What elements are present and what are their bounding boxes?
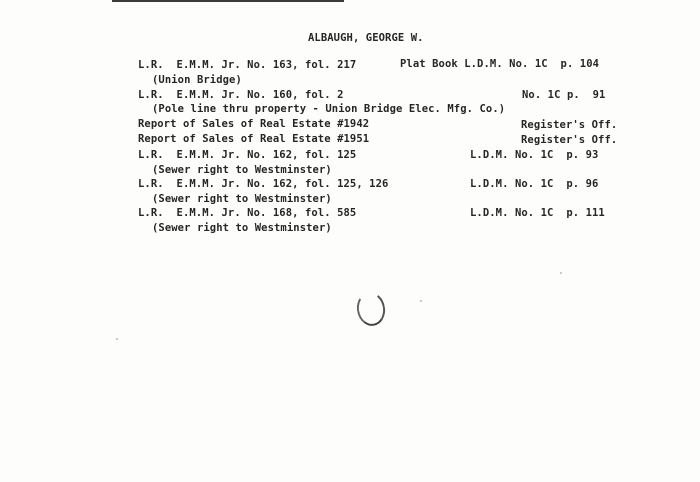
entry-line-1: L.R. E.M.M. Jr. No. 163, fol. 217 [138,59,357,71]
punch-hole-mark [354,290,387,328]
top-edge-rule [112,0,344,2]
card-title: ALBAUGH, GEORGE W. [308,32,424,44]
entry-line-5: L.R. E.M.M. Jr. No. 168, fol. 585 [138,207,357,219]
entry-note-5: (Sewer right to Westminster) [152,222,332,234]
entry-note-3: (Sewer right to Westminster) [152,164,332,176]
paper-speck [560,272,562,274]
entry-line-4-ref: L.D.M. No. 1C p. 96 [470,178,599,190]
report-line-1-ref: Register's Off. [521,119,618,131]
entry-line-1-plat-ref: Plat Book L.D.M. No. 1C p. 104 [400,58,600,70]
entry-line-3: L.R. E.M.M. Jr. No. 162, fol. 125 [138,149,357,161]
entry-line-4: L.R. E.M.M. Jr. No. 162, fol. 125, 126 [138,178,389,190]
report-line-2: Report of Sales of Real Estate #1951 [138,133,370,145]
report-line-1: Report of Sales of Real Estate #1942 [138,118,370,130]
entry-line-3-ref: L.D.M. No. 1C p. 93 [470,149,599,161]
entry-note-1: (Union Bridge) [152,74,242,86]
entry-line-2-ref: No. 1C p. 91 [522,89,606,101]
paper-speck [116,338,118,340]
report-line-2-ref: Register's Off. [521,134,618,146]
entry-note-2: (Pole line thru property - Union Bridge Elec. Mfg. Co.) [152,103,506,115]
entry-line-5-ref: L.D.M. No. 1C p. 111 [470,207,605,219]
entry-note-4: (Sewer right to Westminster) [152,193,332,205]
paper-speck [420,300,422,302]
entry-line-2: L.R. E.M.M. Jr. No. 160, fol. 2 [138,89,344,101]
